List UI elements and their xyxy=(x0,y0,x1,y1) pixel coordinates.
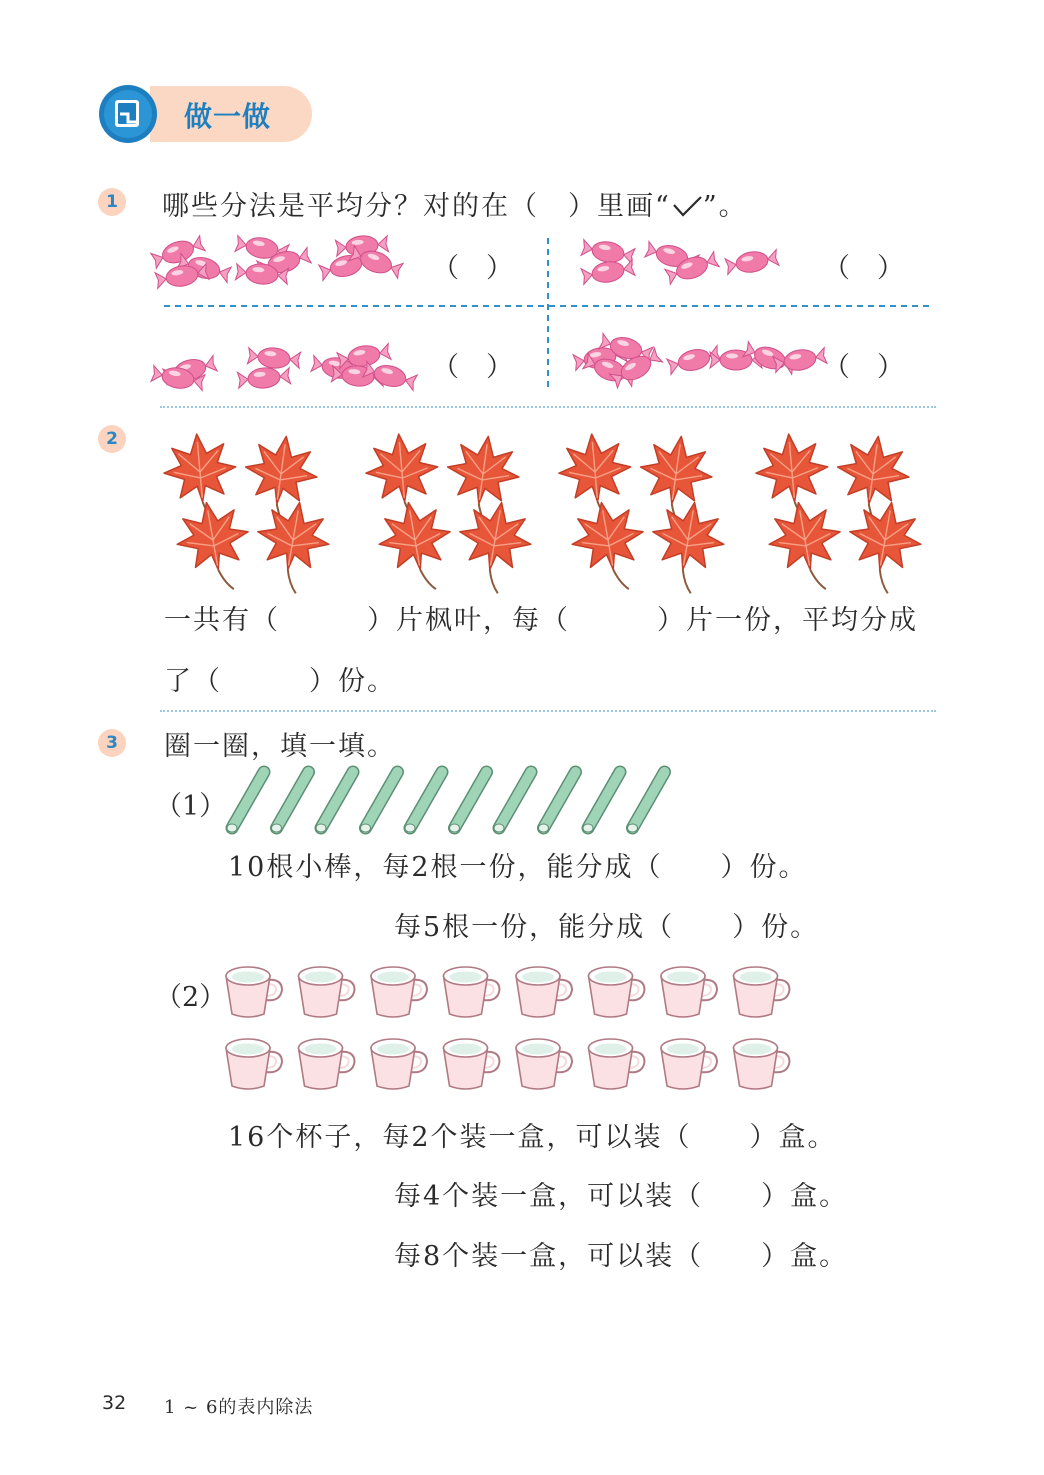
chapter-title: 1 ~ 6的表内除法 xyxy=(164,1397,314,1418)
q2-line-2: 了（ ）份。 xyxy=(164,666,396,697)
answer-blank-1c[interactable]: （ ） xyxy=(432,352,513,383)
cup-icon xyxy=(444,967,500,1017)
q2-line-1: 一共有（ ）片枫叶，每（ ）片一份，平均分成 xyxy=(164,605,918,636)
cup-icon xyxy=(299,967,355,1017)
cup-icon xyxy=(226,1039,282,1089)
cup-icon xyxy=(516,967,572,1017)
q3-part2-line-3: 每8个装一盒，可以装（ ）盒。 xyxy=(394,1241,849,1272)
q1-prompt-text: 哪些分法是平均分？对的在（ ）里画“ xyxy=(162,191,671,222)
answer-blank-1b[interactable]: （ ） xyxy=(823,253,904,284)
cup-icon xyxy=(661,1039,717,1089)
q3-part2-label: （2） xyxy=(155,982,227,1013)
q3-part2-line-2: 每4个装一盒，可以装（ ）盒。 xyxy=(394,1181,849,1212)
cup-icon xyxy=(226,967,282,1017)
cup-icon xyxy=(589,1039,645,1089)
cup-icon xyxy=(516,1039,572,1089)
cup-icon xyxy=(734,1039,790,1089)
cup-icon xyxy=(371,967,427,1017)
cup-icon xyxy=(589,967,645,1017)
cup-icon xyxy=(299,1039,355,1089)
q3-prompt: 圈一圈，填一填。 xyxy=(164,731,396,762)
q1-prompt-end: ”。 xyxy=(702,191,748,222)
q3-part1-line-1: 10根小棒，每2根一份，能分成（ ）份。 xyxy=(228,852,808,883)
question-number-2: 2 xyxy=(98,425,126,453)
q3-part2-line-1: 16个杯子，每2个装一盒，可以装（ ）盒。 xyxy=(228,1122,837,1153)
cup-icon xyxy=(661,967,717,1017)
answer-blank-1d[interactable]: （ ） xyxy=(823,352,904,383)
page-number: 32 xyxy=(102,1392,127,1414)
section-title: 做一做 xyxy=(184,100,272,133)
answer-blank-1a[interactable]: （ ） xyxy=(432,253,513,284)
cup-icon xyxy=(444,1039,500,1089)
q3-part1-line-2: 每5根一份，能分成（ ）份。 xyxy=(394,912,820,943)
question-number-1: 1 xyxy=(98,188,126,216)
cup-icon xyxy=(371,1039,427,1089)
q3-part1-label: （1） xyxy=(155,791,227,822)
cup-icon xyxy=(734,967,790,1017)
question-number-3: 3 xyxy=(98,729,126,757)
